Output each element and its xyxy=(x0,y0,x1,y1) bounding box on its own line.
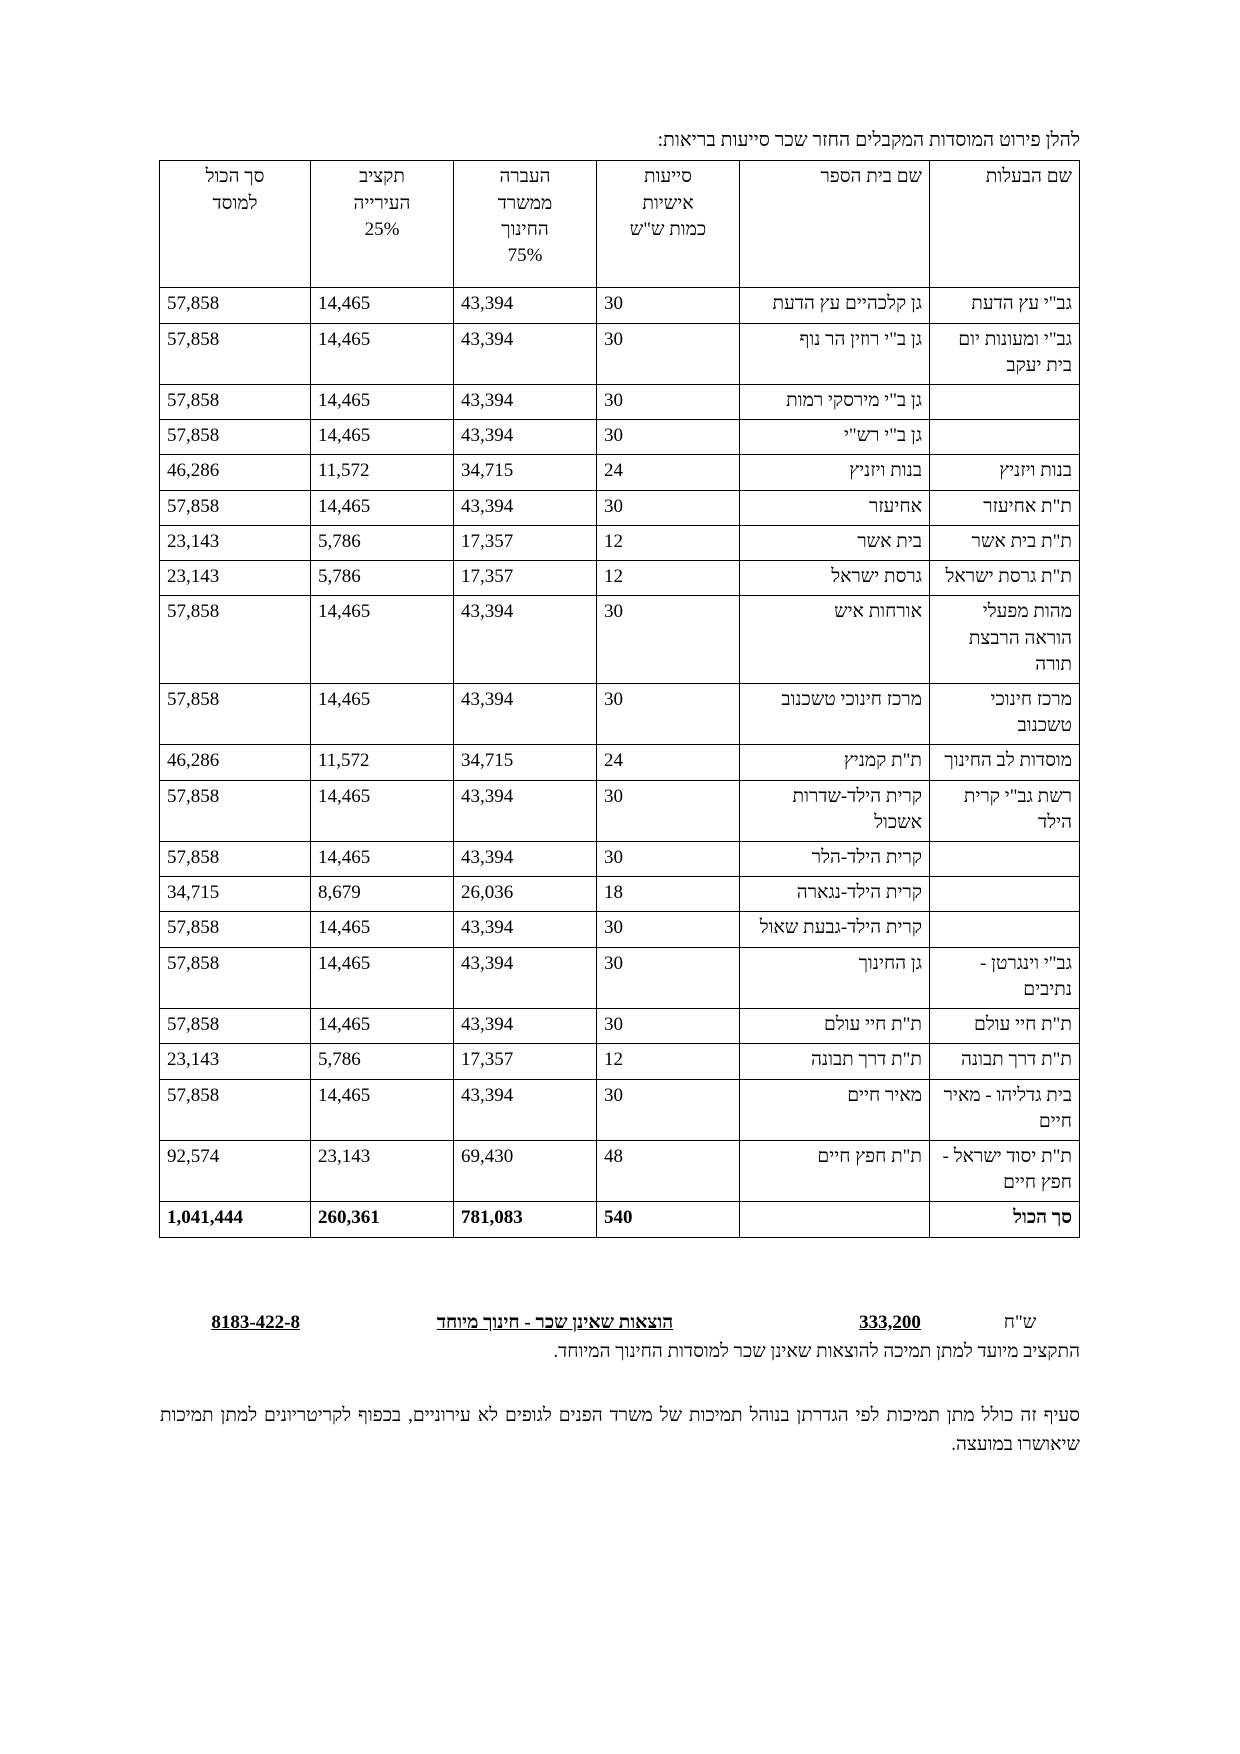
cell-ministry: 43,394 xyxy=(454,288,597,323)
cell-ministry: 43,394 xyxy=(454,842,597,877)
cell-municipal: 14,465 xyxy=(311,323,454,384)
cell-aides: 30 xyxy=(597,323,740,384)
cell-aides: 12 xyxy=(597,561,740,596)
cell-aides: 24 xyxy=(597,745,740,780)
cell-ministry: 43,394 xyxy=(454,490,597,525)
paragraph-gap xyxy=(160,1366,1080,1398)
table-row xyxy=(160,877,1080,912)
cell-aides: 30 xyxy=(597,683,740,744)
budget-item-name: הוצאות שאינן שכר - חינוך מיוחד xyxy=(436,1311,674,1333)
cell-school: קרית הילד-שדרות אשכול xyxy=(740,780,930,841)
cell-aides: 30 xyxy=(597,596,740,684)
table-row xyxy=(160,561,1080,596)
table-row xyxy=(160,842,1080,877)
cell-aides: 30 xyxy=(597,912,740,947)
cell-owner: גב"י ומעונות יום בית יעקב xyxy=(930,323,1080,384)
table-row xyxy=(160,1009,1080,1044)
cell-total: 57,858 xyxy=(160,947,311,1008)
cell-municipal: 14,465 xyxy=(311,842,454,877)
column-header-ministry-transfer xyxy=(454,161,597,288)
table-header xyxy=(160,161,1080,288)
cell-municipal: 14,465 xyxy=(311,683,454,744)
cell-total: 57,858 xyxy=(160,1009,311,1044)
header-row xyxy=(160,161,1080,288)
cell-owner xyxy=(930,877,1080,912)
header-ministry-line1: העברה xyxy=(499,166,551,188)
cell-ministry: 43,394 xyxy=(454,1009,597,1044)
cell-aides: 12 xyxy=(597,1044,740,1079)
spacer xyxy=(160,1238,1080,1312)
intro-text: להלן פירוט המוסדות המקבלים החזר שכר סייעות בריאות: xyxy=(657,130,1080,151)
cell-municipal: 14,465 xyxy=(311,288,454,323)
cell-aides: 12 xyxy=(597,525,740,560)
cell-school: גן קלכהיים עץ הדעת xyxy=(740,288,930,323)
table-row xyxy=(160,525,1080,560)
cell-school: גן ב"י מירסקי רמות xyxy=(740,384,930,419)
cell-school: קרית הילד-נגארה xyxy=(740,877,930,912)
cell-aides: 30 xyxy=(597,490,740,525)
cell-ministry: 43,394 xyxy=(454,596,597,684)
cell-owner xyxy=(930,842,1080,877)
cell-owner: ת"ת דרך תבונה xyxy=(930,1044,1080,1079)
cell-municipal: 5,786 xyxy=(311,525,454,560)
cell-aides: 30 xyxy=(597,1079,740,1140)
cell-municipal: 11,572 xyxy=(311,455,454,490)
table-row xyxy=(160,1079,1080,1140)
table-total-row xyxy=(160,1202,1080,1237)
cell-total: 57,858 xyxy=(160,683,311,744)
table-row xyxy=(160,947,1080,1008)
budget-description: התקציב מיועד למתן תמיכה להוצאות שאינן שכר למוסדות החינוך המיוחד. xyxy=(553,1340,1080,1362)
cell-aides: 18 xyxy=(597,877,740,912)
cell-school: גן ב"י רש"י xyxy=(740,420,930,455)
cell-school: אחיעזר xyxy=(740,490,930,525)
table-row xyxy=(160,1141,1080,1202)
cell-ministry: 43,394 xyxy=(454,947,597,1008)
cell-total: 57,858 xyxy=(160,490,311,525)
cell-total-label: סך הכול xyxy=(930,1202,1080,1237)
header-ministry-line3: החינוך xyxy=(501,218,549,240)
cell-total: 57,858 xyxy=(160,1079,311,1140)
cell-owner: מרכז חינוכי טשכנוב xyxy=(930,683,1080,744)
table-body xyxy=(160,288,1080,1237)
cell-aides: 30 xyxy=(597,780,740,841)
cell-ministry: 43,394 xyxy=(454,683,597,744)
cell-school: בית אשר xyxy=(740,525,930,560)
cell-total: 23,143 xyxy=(160,561,311,596)
cell-ministry: 43,394 xyxy=(454,1079,597,1140)
cell-ministry: 26,036 xyxy=(454,877,597,912)
budget-amount: 333,200 xyxy=(859,1311,921,1333)
table-row xyxy=(160,420,1080,455)
table-row xyxy=(160,384,1080,419)
column-header-municipal-budget xyxy=(311,161,454,288)
cell-aides: 30 xyxy=(597,420,740,455)
table-row xyxy=(160,323,1080,384)
cell-total: 57,858 xyxy=(160,596,311,684)
cell-ministry: 43,394 xyxy=(454,323,597,384)
cell-aides: 24 xyxy=(597,455,740,490)
cell-total: 57,858 xyxy=(160,780,311,841)
table-row xyxy=(160,912,1080,947)
cell-municipal: 23,143 xyxy=(311,1141,454,1202)
page-content xyxy=(160,128,1080,1459)
cell-municipal: 14,465 xyxy=(311,384,454,419)
cell-school: ת"ת חפץ חיים xyxy=(740,1141,930,1202)
cell-total-ministry: 781,083 xyxy=(454,1202,597,1237)
cell-total: 92,574 xyxy=(160,1141,311,1202)
cell-school: ת"ת חיי עולם xyxy=(740,1009,930,1044)
cell-ministry: 17,357 xyxy=(454,561,597,596)
column-header-owner xyxy=(930,161,1080,288)
table-row xyxy=(160,745,1080,780)
header-aides-line1: סייעות xyxy=(644,166,692,188)
cell-total-aides: 540 xyxy=(597,1202,740,1237)
cell-owner: רשת גב"י קרית הילד xyxy=(930,780,1080,841)
cell-total-school xyxy=(740,1202,930,1237)
cell-school: מרכז חינוכי טשכנוב xyxy=(740,683,930,744)
cell-total: 23,143 xyxy=(160,525,311,560)
header-owner-line1: שם הבעלות xyxy=(985,166,1072,188)
table-row xyxy=(160,596,1080,684)
table-row xyxy=(160,490,1080,525)
cell-municipal: 5,786 xyxy=(311,1044,454,1079)
cell-ministry: 34,715 xyxy=(454,455,597,490)
budget-item-header xyxy=(160,1312,1080,1334)
cell-municipal: 11,572 xyxy=(311,745,454,780)
cell-aides: 30 xyxy=(597,288,740,323)
cell-municipal: 5,786 xyxy=(311,561,454,596)
cell-school: גרסת ישראל xyxy=(740,561,930,596)
cell-school: גן ב"י רוזין הר נוף xyxy=(740,323,930,384)
cell-aides: 30 xyxy=(597,842,740,877)
cell-total: 57,858 xyxy=(160,842,311,877)
cell-ministry: 17,357 xyxy=(454,525,597,560)
cell-municipal: 14,465 xyxy=(311,912,454,947)
cell-total: 46,286 xyxy=(160,455,311,490)
column-header-aides xyxy=(597,161,740,288)
cell-total: 57,858 xyxy=(160,323,311,384)
cell-school: ת"ת קמניץ xyxy=(740,745,930,780)
cell-ministry: 43,394 xyxy=(454,780,597,841)
cell-school: גן החינוך xyxy=(740,947,930,1008)
header-total-line1: סך הכול xyxy=(205,166,265,188)
cell-total: 57,858 xyxy=(160,420,311,455)
cell-municipal: 8,679 xyxy=(311,877,454,912)
table-row xyxy=(160,780,1080,841)
budget-note: סעיף זה כולל מתן תמיכות לפי הגדרתן בנוהל תמיכות של משרד הפנים לגופים לא עירוניים, בכפוף לקריטריונים למתן תמיכות שיאושרו במועצה. xyxy=(160,1405,1080,1455)
cell-ministry: 43,394 xyxy=(454,384,597,419)
cell-total-sum: 1,041,444 xyxy=(160,1202,311,1237)
cell-school: מאיר חיים xyxy=(740,1079,930,1140)
cell-ministry: 17,357 xyxy=(454,1044,597,1079)
table-row xyxy=(160,1044,1080,1079)
cell-school: אורחות איש xyxy=(740,596,930,684)
cell-owner: ת"ת יסוד ישראל - חפץ חיים xyxy=(930,1141,1080,1202)
cell-ministry: 43,394 xyxy=(454,912,597,947)
cell-owner xyxy=(930,384,1080,419)
cell-municipal: 14,465 xyxy=(311,780,454,841)
cell-school: ת"ת דרך תבונה xyxy=(740,1044,930,1079)
cell-aides: 30 xyxy=(597,947,740,1008)
cell-owner: ת"ת אחיעזר xyxy=(930,490,1080,525)
cell-owner xyxy=(930,912,1080,947)
cell-school: קרית הילד-הלר xyxy=(740,842,930,877)
cell-aides: 30 xyxy=(597,384,740,419)
budget-currency-unit: ש"ח xyxy=(1003,1311,1037,1333)
header-total-line2: למוסד xyxy=(212,192,258,214)
budget-item-code: 8183-422-8 xyxy=(211,1311,300,1333)
cell-owner: מהות מפעלי הוראה הרבצת תורה xyxy=(930,596,1080,684)
cell-owner: מוסדות לב החינוך xyxy=(930,745,1080,780)
table-row xyxy=(160,288,1080,323)
cell-owner: ת"ת בית אשר xyxy=(930,525,1080,560)
cell-aides: 48 xyxy=(597,1141,740,1202)
column-header-institution-total xyxy=(160,161,311,288)
cell-school: קרית הילד-גבעת שאול xyxy=(740,912,930,947)
cell-municipal: 14,465 xyxy=(311,596,454,684)
header-aides-line3: כמות ש"ש xyxy=(629,218,707,240)
header-municipal-line1: תקציב xyxy=(359,166,405,188)
health-aides-grants-table xyxy=(159,160,1080,1237)
cell-municipal: 14,465 xyxy=(311,1079,454,1140)
table-row xyxy=(160,683,1080,744)
header-municipal-line2: העירייה xyxy=(353,192,411,214)
cell-owner: בית גדליהו - מאיר חיים xyxy=(930,1079,1080,1140)
header-ministry-percent: 75% xyxy=(507,244,543,266)
cell-owner: גב"י עץ הדעת xyxy=(930,288,1080,323)
cell-total: 57,858 xyxy=(160,384,311,419)
cell-total-municipal: 260,361 xyxy=(311,1202,454,1237)
cell-owner xyxy=(930,420,1080,455)
column-header-school xyxy=(740,161,930,288)
cell-total: 34,715 xyxy=(160,877,311,912)
cell-owner: ת"ת חיי עולם xyxy=(930,1009,1080,1044)
cell-school: בנות ויזניץ xyxy=(740,455,930,490)
cell-ministry: 34,715 xyxy=(454,745,597,780)
cell-total: 46,286 xyxy=(160,745,311,780)
cell-owner: בנות ויזניץ xyxy=(930,455,1080,490)
cell-municipal: 14,465 xyxy=(311,947,454,1008)
header-ministry-line2: ממשרד xyxy=(497,192,553,214)
cell-owner: גב"י וינגרטן - נתיבים xyxy=(930,947,1080,1008)
header-aides-line2: אישיות xyxy=(642,192,694,214)
table-row xyxy=(160,455,1080,490)
cell-ministry: 69,430 xyxy=(454,1141,597,1202)
cell-total: 57,858 xyxy=(160,288,311,323)
cell-total: 23,143 xyxy=(160,1044,311,1079)
cell-total: 57,858 xyxy=(160,912,311,947)
header-municipal-percent: 25% xyxy=(364,218,400,240)
header-school-line1: שם בית הספר xyxy=(820,166,922,188)
cell-municipal: 14,465 xyxy=(311,1009,454,1044)
cell-aides: 30 xyxy=(597,1009,740,1044)
cell-owner: ת"ת גרסת ישראל xyxy=(930,561,1080,596)
cell-ministry: 43,394 xyxy=(454,420,597,455)
cell-municipal: 14,465 xyxy=(311,490,454,525)
cell-municipal: 14,465 xyxy=(311,420,454,455)
